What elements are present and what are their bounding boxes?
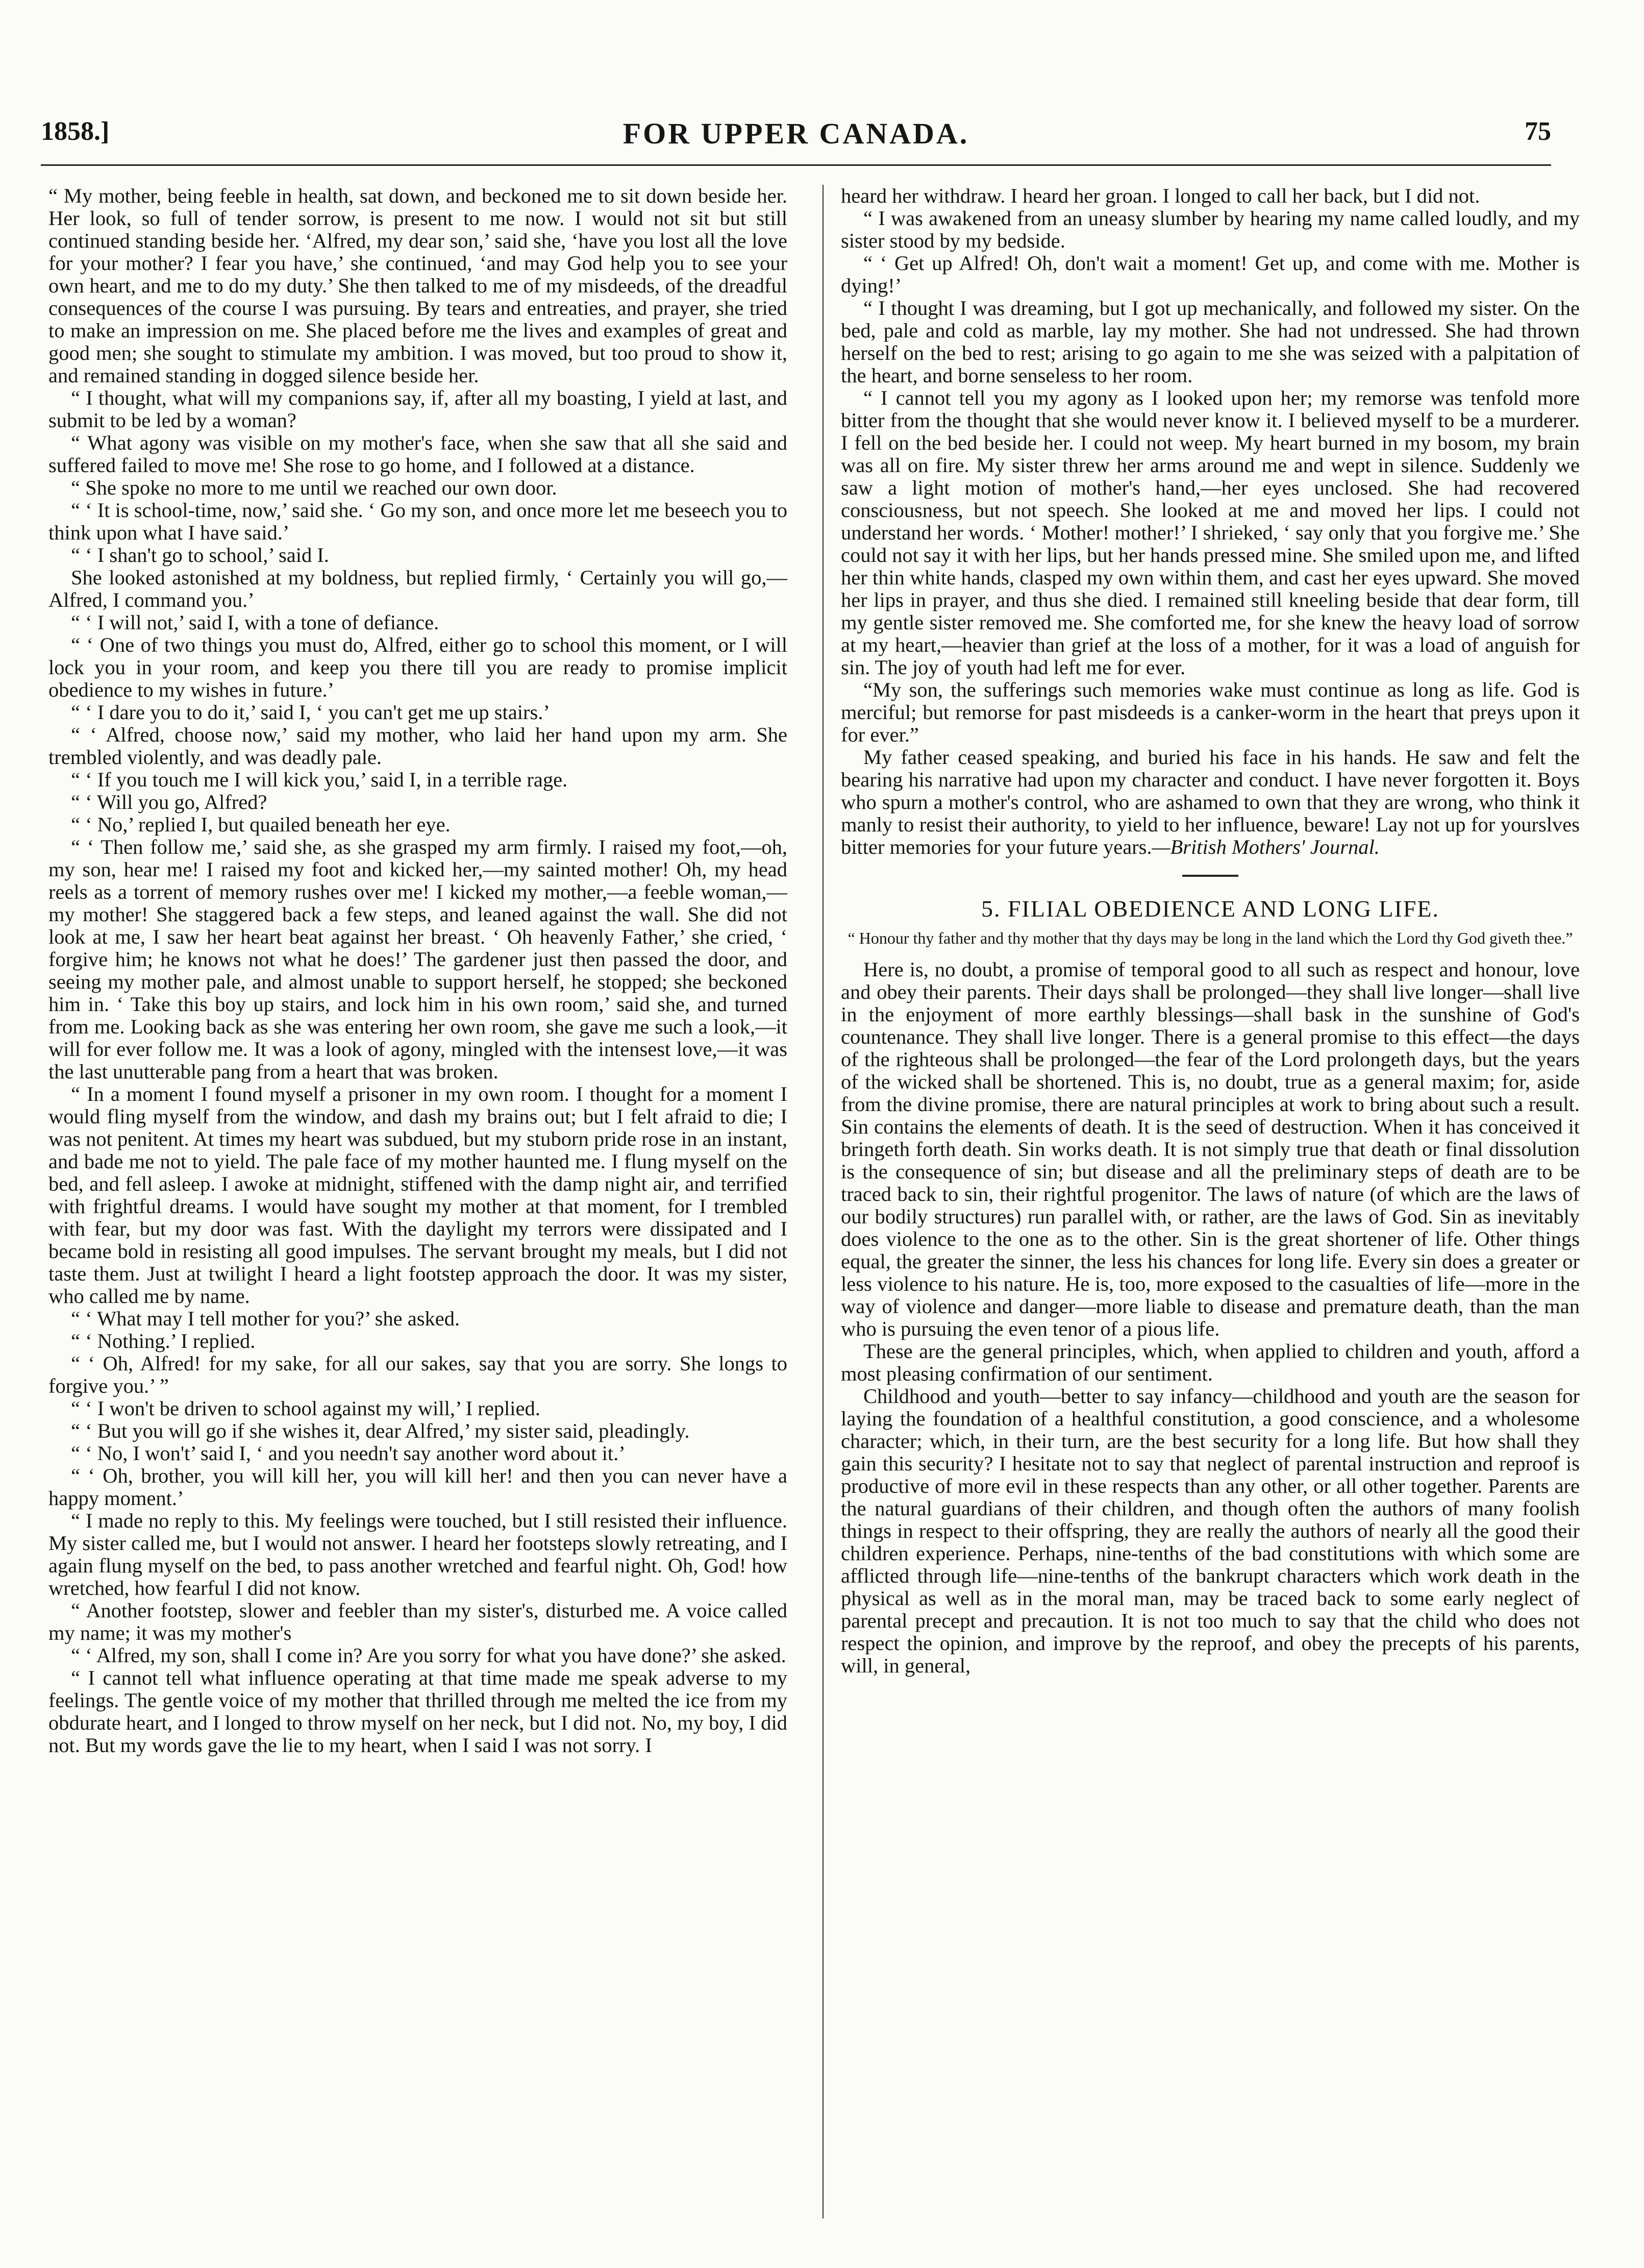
paragraph: “ I thought I was dreaming, but I got up mechanically, and followed my sister. On the bed, pale and cold as marble, lay my mother. She had not undressed. She had thrown herself on the bed to rest; arising to go again to me she was seized with a palpitation of the heart, and borne senseless to her room. bbox=[841, 297, 1580, 387]
header-title: FOR UPPER CANADA. bbox=[622, 117, 969, 150]
paragraph: “ ‘ One of two things you must do, Alfred, either go to school this moment, or I will lock you in your room, and keep you there till you are ready to promise implicit obedience to my wishes in future.’ bbox=[48, 633, 787, 701]
page-header bbox=[41, 116, 1551, 152]
paragraph: “ ‘ Get up Alfred! Oh, don't wait a moment! Get up, and come with me. Mother is dying!’ bbox=[841, 252, 1580, 297]
paragraph: “ I cannot tell what influence operating at that time made me speak adverse to my feelings. The gentle voice of my mother that thrilled through me melted the ice from my obdurate heart, and I longed to throw myself on her neck, but I did not. No, my boy, I did not. But my words gave the lie to my heart, when I said I was not sorry. I bbox=[48, 1666, 787, 1757]
paragraph: heard her withdraw. I heard her groan. I longed to call her back, but I did not. bbox=[841, 184, 1480, 207]
paragraph: “ ‘ Oh, brother, you will kill her, you will kill her! and then you can never have a happy moment.’ bbox=[48, 1464, 787, 1510]
paragraph: “ ‘ If you touch me I will kick you,’ said I, in a terrible rage. bbox=[71, 768, 568, 791]
paragraph: “My son, the sufferings such memories wake must continue as long as life. God is merciful; but remorse for past misdeeds is a canker-worm in the heart that preys upon it for ever.” bbox=[841, 678, 1580, 746]
paragraph: “ ‘ Alfred, choose now,’ said my mother, who laid her hand upon my arm. She trembled violently, and was deadly pale. bbox=[48, 723, 787, 769]
paragraph: “ ‘ I dare you to do it,’ said I, ‘ you can't get me up stairs.’ bbox=[71, 701, 550, 724]
section-title: 5. FILIAL OBEDIENCE AND LONG LIFE. bbox=[981, 896, 1440, 922]
paragraph: These are the general principles, which, when applied to children and youth, afford a most pleasing confirmation of our sentiment. bbox=[841, 1340, 1580, 1385]
paragraph: “ My mother, being feeble in health, sat down, and beckoned me to sit down beside her. Her look, so full of tender sorrow, is present to me now. I would not sit but still continued standing beside her. ‘Alfred, my dear son,’ said she, ‘have you lost all the love for your mother? I fear you have,’ she continued, ‘and may God help you to see your own heart, and me to do my duty.’ She then talked to me of my misdeeds, of the dreadful consequences of the course I was pursuing. By tears and entreaties, and prayer, she tried to make an impression on me. She placed before me the lives and examples of great and good men; she sought to stimulate my ambition. I was moved, but too proud to show it, and remained standing in dogged silence beside her. bbox=[48, 184, 787, 387]
paragraph: “ ‘ But you will go if she wishes it, dear Alfred,’ my sister said, pleadingly. bbox=[71, 1419, 690, 1442]
paragraph: “ ‘ Nothing.’ I replied. bbox=[71, 1329, 256, 1352]
section-epigraph: “ Honour thy father and thy mother that thy days may be long in the land which the Lord thy God giveth thee.” bbox=[848, 929, 1573, 947]
section-divider bbox=[1182, 875, 1238, 877]
paragraph: “ I made no reply to this. My feelings were touched, but I still resisted their influence. My sister called me, but I would not answer. I heard her footsteps slowly retreating, and I again flung myself on the bed, to pass another wretched and fearful night. Oh, God! how wretched, how fearful I did not know. bbox=[48, 1509, 787, 1599]
paragraph: “ ‘ It is school-time, now,’ said she. ‘ Go my son, and once more let me beseech you to think upon what I have said.’ bbox=[48, 499, 787, 544]
paragraph: “ She spoke no more to me until we reached our own door. bbox=[71, 476, 557, 499]
paragraph: Childhood and youth—better to say infancy—childhood and youth are the season for laying the foundation of a healthful constitution, a good conscience, and a wholesome character; which, in their turn, are the best security for a long life. But how shall they gain this security? I hesitate not to say that neglect of parental instruction and reproof is productive of more evil in these respects than any other, or all other together. Parents are the natural guardians of their children, and though often the authors of many foolish things in respect to their offspring, they are really the authors of nearly all the good their children experience. Perhaps, nine-tenths of the bad constitutions with which some are afflicted through life—nine-tenths of the bankrupt characters which work death in the physical as well as in the moral man, may be traced back to some early neglect of parental precept and precaution. It is not too much to say that the child who does not respect the opinion, and improve by the reproof, and obey the precepts of his parents, will, in general, bbox=[841, 1385, 1580, 1677]
paragraph: “ ‘ Oh, Alfred! for my sake, for all our sakes, say that you are sorry. She longs to forgive you.’ ” bbox=[48, 1352, 787, 1397]
paragraph: “ I thought, what will my companions say, if, after all my boasting, I yield at last, and submit to be led by a woman? bbox=[48, 386, 787, 432]
closing-text: My father ceased speaking, and buried his face in his hands. He saw and felt the bearing his narrative had upon my character and conduct. I have never forgotten it. Boys who spurn a mother's control, who are ashamed to own that they are wrong, who think it manly to resist their authority, to yield to her influence, beware! Lay not up for yourslves bitter memories for your future years. bbox=[841, 746, 1580, 858]
paragraph: “ Another footstep, slower and feebler than my sister's, disturbed me. A voice called my name; it was my mother's bbox=[48, 1599, 787, 1644]
paragraph: “ ‘ Alfred, my son, shall I come in? Are you sorry for what you have done?’ she asked. bbox=[71, 1644, 786, 1667]
paragraph: She looked astonished at my boldness, but replied firmly, ‘ Certainly you will go,—Alfred, I command you.’ bbox=[48, 566, 787, 611]
paragraph: “ ‘ What may I tell mother for you?’ she asked. bbox=[71, 1307, 460, 1330]
paragraph: “ ‘ I will not,’ said I, with a tone of defiance. bbox=[71, 611, 439, 634]
paragraph: “ ‘ Will you go, Alfred? bbox=[71, 791, 267, 813]
header-rule bbox=[41, 164, 1551, 166]
paragraph: “ ‘ I shan't go to school,’ said I. bbox=[71, 544, 329, 566]
column-separator bbox=[823, 185, 824, 2218]
paragraph: “ ‘ No, I won't’ said I, ‘ and you needn't say another word about it.’ bbox=[71, 1442, 626, 1465]
page-number: 75 bbox=[1525, 117, 1551, 146]
header-year: 1858.] bbox=[41, 117, 110, 146]
paragraph: “ In a moment I found myself a prisoner in my own room. I thought for a moment I would fling myself from the window, and dash my brains out; but I felt afraid to die; I was not penitent. At times my heart was subdued, but my stuborn pride rose in an instant, and bade me not to yield. The pale face of my mother haunted me. I flung myself on the bed, and fell asleep. I awoke at midnight, stiffened with the damp night air, and terrified with frightful dreams. I would have sought my mother at that moment, for I trembled with fear, but my door was fast. With the daylight my terrors were dissipated and I became bold in resisting all good impulses. The servant brought my meals, but I did not taste them. Just at twilight I heard a light footstep approach the door. It was my sister, who called me by name. bbox=[48, 1082, 787, 1308]
paragraph: “ ‘ Then follow me,’ said she, as she grasped my arm firmly. I raised my foot,—oh, my son, hear me! I raised my foot and kicked her,—my sainted mother! Oh, my head reels as a torrent of memory rushes over me! I kicked my mother,—a feeble woman,—my mother! She staggered back a few steps, and leaned against the wall. She did not look at me, I saw her heart beat against her breast. ‘ Oh heavenly Father,’ she cried, ‘ forgive him; he knows not what he does!’ The gardener just then passed the door, and seeing my mother pale, and almost unable to support herself, he stopped; she beckoned him in. ‘ Take this boy up stairs, and lock him in his own room,’ said she, and turned from me. Looking back as she was entering her own room, she gave me such a look,—it will for ever follow me. It was a look of agony, mingled with the intensest love,—it was the last unutterable pang from a heart that was broken. bbox=[48, 835, 787, 1083]
paragraph: “ What agony was visible on my mother's face, when she saw that all she said and suffered failed to move me! She rose to go home, and I followed at a distance. bbox=[48, 431, 787, 477]
paragraph: “ ‘ I won't be driven to school against my will,’ I replied. bbox=[71, 1397, 540, 1420]
paragraph: “ I cannot tell you my agony as I looked upon her; my remorse was tenfold more bitter from the thought that she would never know it. I believed myself to be a murderer. I fell on the bed beside her. I could not weep. My heart burned in my bosom, my brain was all on fire. My sister threw her arms around me and wept in silence. Suddenly we saw a light motion of mother's hand,—her eyes unclosed. She had recovered consciousness, but not speech. She looked at me and moved her lips. I could not understand her words. ‘ Mother! mother!’ I shrieked, ‘ say only that you forgive me.’ She could not say it with her lips, but her hands pressed mine. She smiled upon me, and lifted her thin white hands, clasped my own within them, and cast her eyes upward. She moved her lips in prayer, and thus she died. I remained still kneeling beside that dear form, till my gentle sister removed me. She comforted me, for she knew the heavy load of sorrow at my heart,—heavier than grief at the loss of a mother, for it was a load of anguish for sin. The joy of youth had left me for ever. bbox=[841, 386, 1580, 679]
paragraph: “ ‘ No,’ replied I, but quailed beneath her eye. bbox=[71, 813, 451, 836]
paragraph: “ I was awakened from an uneasy slumber by hearing my name called loudly, and my sister stood by my bedside. bbox=[841, 207, 1580, 252]
right-column bbox=[841, 185, 1580, 1677]
paragraph: Here is, no doubt, a promise of temporal good to all such as respect and honour, love and obey their parents. Their days shall be prolonged—they shall live longer—shall live in the enjoyment of more earthly blessings—shall bask in the sunshine of God's countenance. They shall live longer. There is a general promise to this effect—the days of the righteous shall be prolonged—the fear of the Lord prolongeth days, but the years of the wicked shall be shortened. This is, no doubt, true as a general maxim; for, aside from the divine promise, there are natural principles at work to bring about such a result. Sin contains the elements of death. It is the seed of destruction. When it has conceived it bringeth forth death. Sin works death. It is not simply true that death or final dissolution is the consequence of sin; but disease and all the preliminary steps of death are to be traced back to sin, their rightful progenitor. The laws of nature (of which are the laws of our bodily structures) run parallel with, or rather, are the laws of God. Sin as inevitably does violence to the one as to the other. Sin is the great shortener of life. Other things equal, the greater the sinner, the less his chances for long life. Every sin does a greater or less violence to his nature. He is, too, more exposed to the casualties of life—more in the way of violence and danger—more liable to disease and premature death, than the man who is pursuing the even tenor of a pious life. bbox=[841, 958, 1580, 1340]
closing-paragraph bbox=[841, 746, 1580, 858]
attribution: —British Mothers' Journal. bbox=[1152, 835, 1380, 858]
left-column bbox=[48, 185, 787, 1757]
